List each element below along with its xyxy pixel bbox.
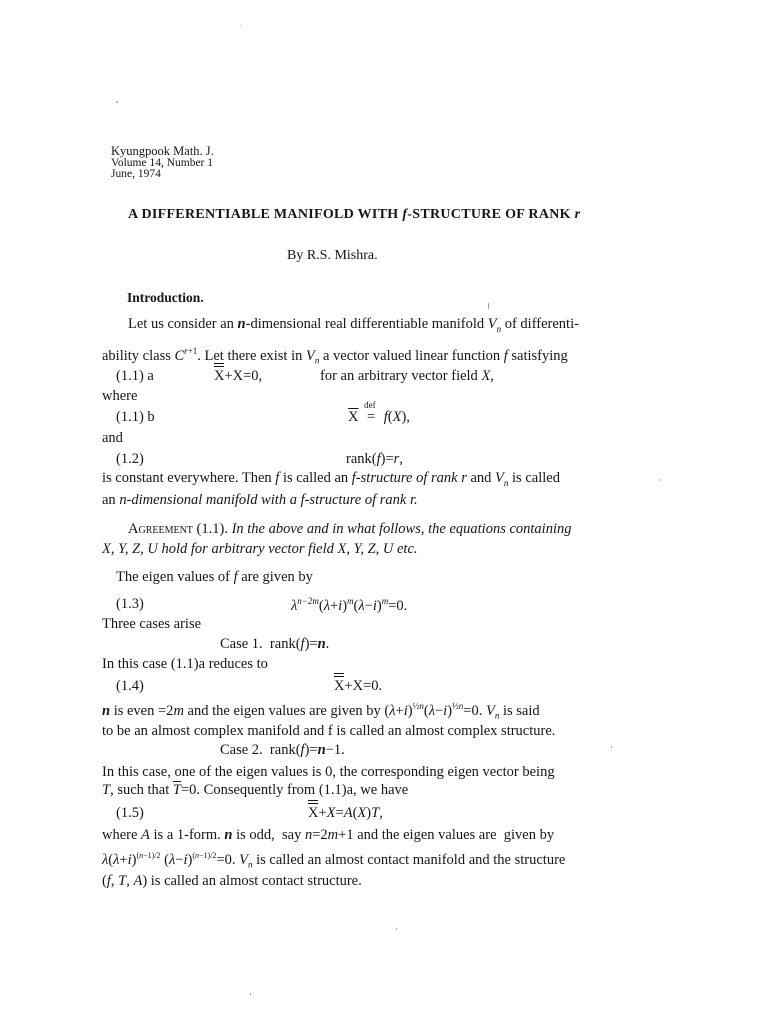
equation-1-3: $\lambda^{n-2m}(\lambda+i)^m(\lambda-i)^m=0$. bbox=[291, 596, 408, 614]
equation-note: for an arbitrary vector field X, bbox=[320, 368, 494, 384]
text-line: Three cases arise bbox=[102, 616, 202, 632]
text-line: In this case, one of the eigen values is 0, the corresponding eigen vector being bbox=[102, 764, 555, 780]
equation-label: (1.4) bbox=[116, 678, 144, 694]
agreement-line-2: X, Y, Z, U hold for arbitrary vector field X, Y, Z, U etc. bbox=[102, 541, 418, 557]
equation-label: (1.5) bbox=[116, 805, 144, 821]
case-2-heading: Case 2. rank(f)=n−1. bbox=[220, 742, 345, 758]
text-line: (f, T, A) is called an almost contact structure. bbox=[102, 873, 362, 889]
equation-1-1a: X+X=0, bbox=[214, 368, 263, 384]
equation-1-1b: $\overline{X}$ def = f(X), bbox=[348, 400, 410, 425]
text-line: n is even =2m and the eigen values are given by $(\lambda+i)^{\frac{1}{2}n}(\lambda-i)^{\frac{1}{2}n}=0$. $V_n$ is said bbox=[102, 701, 540, 721]
text-line: In this case (1.1)a reduces to bbox=[102, 656, 268, 672]
scan-speck bbox=[488, 303, 489, 309]
agreement-line: Agreement (1.1). In the above and in what follows, the equations containing bbox=[128, 521, 572, 537]
text-where: where bbox=[102, 388, 138, 404]
text-line: Let us consider an n-dimensional real differentiable manifold $V_n$ of differenti- bbox=[128, 316, 579, 334]
section-heading: Introduction. bbox=[127, 290, 204, 305]
text-line: The eigen values of f are given by bbox=[116, 569, 313, 585]
paper-title: A DIFFERENTIABLE MANIFOLD WITH f-STRUCTURE OF RANK r bbox=[128, 207, 581, 222]
text-line: is constant everywhere. Then f is called an f-structure of rank r and $V_n$ is called bbox=[102, 470, 560, 488]
scan-speck bbox=[396, 928, 397, 930]
equation-1-4: X+X=0. bbox=[334, 678, 383, 694]
equation-label: (1.3) bbox=[116, 596, 144, 612]
text-and: and bbox=[102, 430, 123, 446]
journal-volume: Volume 14, Number 1 bbox=[111, 157, 214, 169]
equation-label: (1.2) bbox=[116, 451, 144, 467]
equation-label: (1.1) b bbox=[116, 409, 155, 425]
scan-speck bbox=[250, 993, 251, 995]
journal-name: Kyungpook Math. J. bbox=[111, 144, 214, 158]
author-line: By R.S. Mishra. bbox=[287, 248, 378, 263]
scan-speck bbox=[240, 25, 241, 26]
double-bar-x: X bbox=[214, 368, 225, 384]
text-line: an n-dimensional manifold with a f-structure of rank r. bbox=[102, 492, 418, 508]
equation-1-2: rank(f)=r, bbox=[346, 451, 403, 467]
text-line: to be an almost complex manifold and f is called an almost complex structure. bbox=[102, 723, 556, 739]
text-line: where A is a 1-form. n is odd, say n=2m+1 and the eigen values are given by bbox=[102, 827, 555, 843]
text-line: T, such that $\overline{T}=0$. Consequently from (1.1)a, we have bbox=[102, 782, 409, 798]
case-1-heading: Case 1. rank(f)=n. bbox=[220, 636, 330, 652]
text-line: ability class $C^{r+1}$. Let there exist in $V_n$ a vector valued linear function f satisfying bbox=[102, 346, 568, 366]
scan-speck bbox=[116, 101, 118, 103]
equation-label: (1.1) a bbox=[116, 368, 154, 384]
equation-1-5: X+X=A(X)T, bbox=[308, 805, 383, 821]
text-line: $\lambda(\lambda+i)^{(n-1)/2}$ $(\lambda-i)^{(n-1)/2}=0$. $V_n$ is called an almost contact manifold and the structure bbox=[102, 851, 566, 870]
scan-speck bbox=[659, 479, 660, 481]
scan-speck bbox=[611, 746, 612, 748]
journal-date: June, 1974 bbox=[111, 168, 161, 180]
